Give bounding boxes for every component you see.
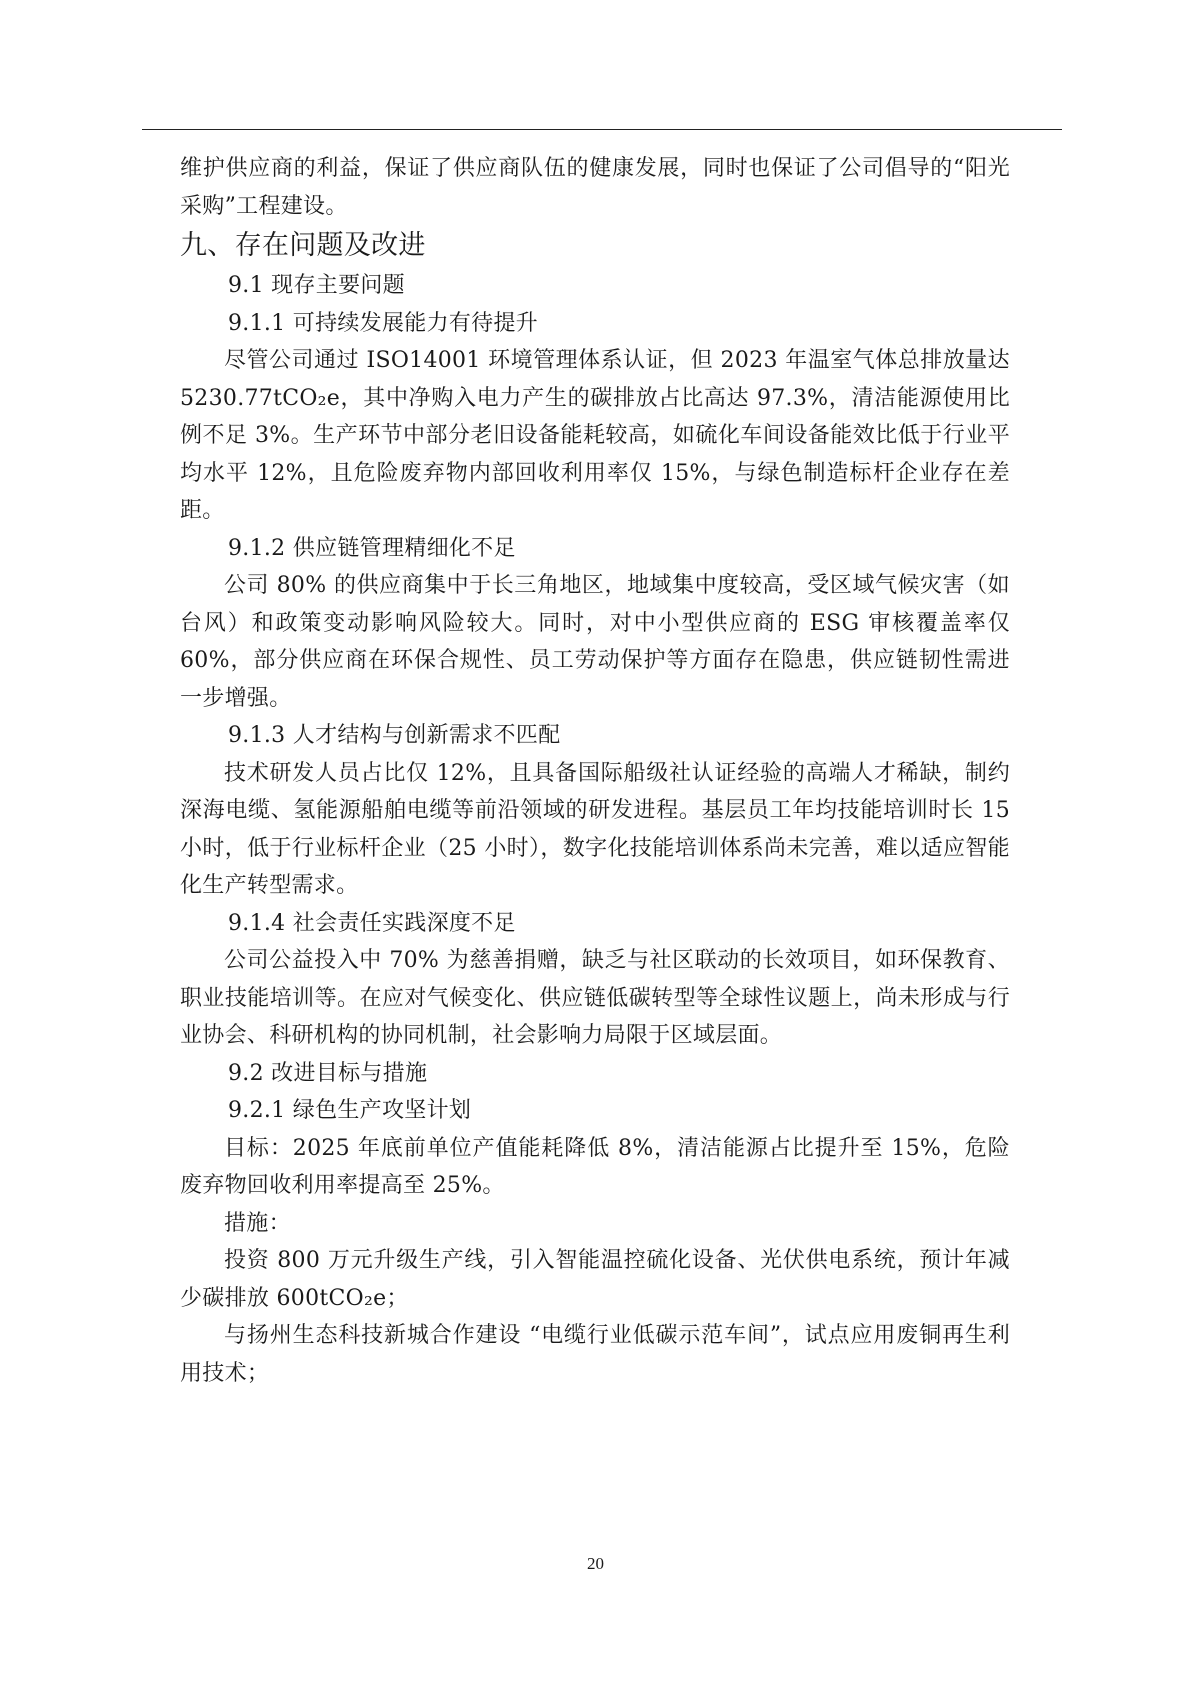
subsection-heading-9-2: 9.2 改进目标与措施	[228, 1060, 428, 1086]
paragraph-social-responsibility: 公司公益投入中 70% 为慈善捐赠，缺乏与社区联动的长效项目，如环保教育、职业技能培训等。在应对气候变化、供应链低碳转型等全球性议题上，尚未形成与行业协会、科研机构的协同机制，社会影响力局限于区域层面。	[180, 948, 1010, 1048]
paragraph-sustainability: 尽管公司通过 ISO14001 环境管理体系认证，但 2023 年温室气体总排放量达 5230.77tCO₂e，其中净购入电力产生的碳排放占比高达 97.3%，清洁能源使用比例不足 3%。生产环节中部分老旧设备能耗较高，如硫化车间设备能效比低于行业平均水平 12%，且危险废弃物内部回收利用率仅 15%，与绿色制造标杆企业存在差距。	[180, 348, 1010, 523]
subsection-heading-9-1-1: 9.1.1 可持续发展能力有待提升	[228, 310, 539, 336]
section-heading-9: 九、存在问题及改进	[180, 230, 426, 261]
paragraph-measure-2: 与扬州生态科技新城合作建设 “电缆行业低碳示范车间”，试点应用废铜再生利用技术；	[180, 1323, 1010, 1386]
subsection-heading-9-1: 9.1 现存主要问题	[228, 273, 405, 298]
subsection-heading-9-1-2: 9.1.2 供应链管理精细化不足	[228, 535, 516, 561]
paragraph-target: 目标：2025 年底前单位产值能耗降低 8%，清洁能源占比提升至 15%，危险废弃物回收利用率提高至 25%。	[180, 1135, 1010, 1198]
page-body	[180, 150, 1010, 1392]
subsection-heading-9-2-1: 9.2.1 绿色生产攻坚计划	[228, 1098, 472, 1123]
subsection-heading-9-1-4: 9.1.4 社会责任实践深度不足	[228, 910, 516, 936]
paragraph-measures-label: 措施：	[224, 1210, 291, 1236]
paragraph-talent: 技术研发人员占比仅 12%，且具备国际船级社认证经验的高端人才稀缺，制约深海电缆、氢能源船舶电缆等前沿领域的研发进程。基层员工年均技能培训时长 15 小时，低于行业标杆企业（25 小时），数字化技能培训体系尚未完善，难以适应智能化生产转型需求。	[180, 760, 1010, 898]
page-number: 20	[587, 1554, 604, 1573]
paragraph-measure-1: 投资 800 万元升级生产线，引入智能温控硫化设备、光伏供电系统，预计年减少碳排放 600tCO₂e；	[180, 1248, 1010, 1311]
subsection-heading-9-1-3: 9.1.3 人才结构与创新需求不匹配	[228, 723, 561, 748]
header-rule	[142, 129, 1062, 130]
paragraph-continued: 维护供应商的利益，保证了供应商队伍的健康发展，同时也保证了公司倡导的“阳光采购”工程建设。	[180, 156, 1010, 219]
paragraph-supply-chain: 公司 80% 的供应商集中于长三角地区，地域集中度较高，受区域气候灾害（如台风）和政策变动影响风险较大。同时，对中小型供应商的 ESG 审核覆盖率仅 60%，部分供应商在环保合规性、员工劳动保护等方面存在隐患，供应链韧性需进一步增强。	[180, 573, 1010, 711]
